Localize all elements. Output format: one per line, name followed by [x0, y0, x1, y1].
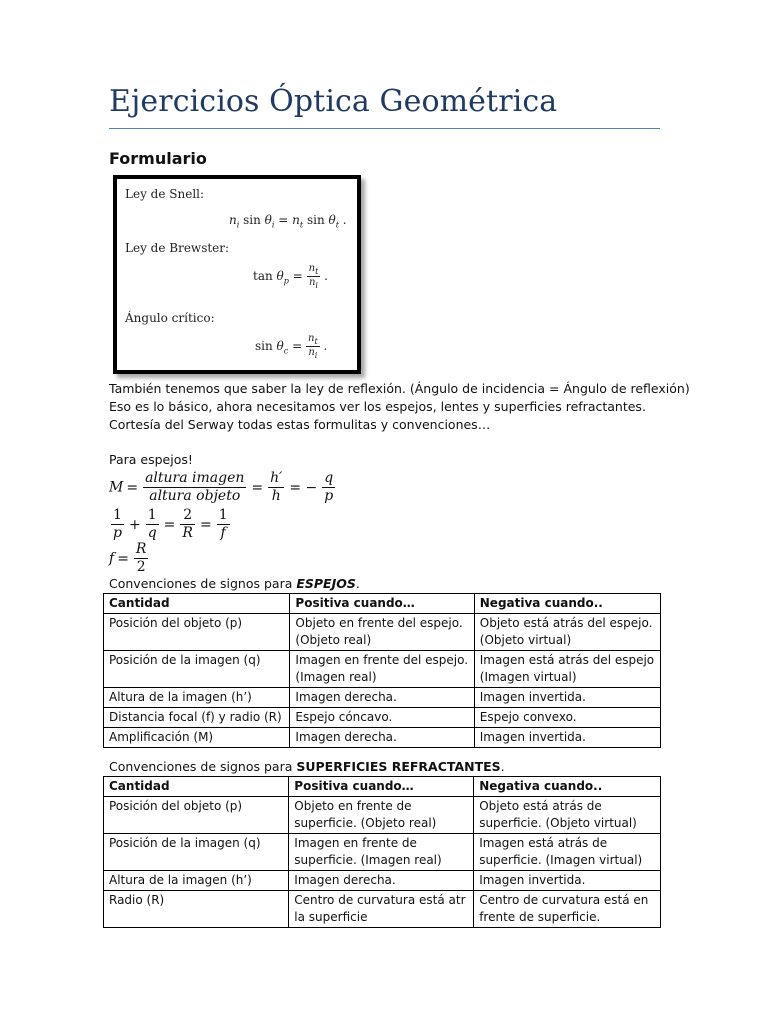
brewster-label: Ley de Brewster: — [125, 241, 230, 255]
header-cantidad: Cantidad — [104, 777, 289, 797]
mirrors-label: Para espejos! — [109, 452, 193, 467]
document-title: Ejercicios Óptica Geométrica — [109, 84, 558, 119]
cell-negative: Imagen invertida. — [474, 728, 660, 748]
cell-positive: Espejo cóncavo. — [290, 708, 474, 728]
cell-positive: Centro de curvatura está atr la superficie — [289, 891, 474, 928]
table-row — [104, 891, 661, 928]
header-positiva: Positiva cuando… — [290, 594, 474, 614]
header-positiva: Positiva cuando… — [289, 777, 474, 797]
paragraph-basics: Eso es lo básico, ahora necesitamos ver los espejos, lentes y superficies refractantes. — [109, 399, 646, 414]
critical-angle-equation: $\sin \theta_c$ = $\frac{n_t}{n_i}$ . — [255, 333, 328, 360]
table-row — [104, 834, 661, 871]
cell-quantity: Amplificación (M) — [104, 728, 290, 748]
snell-label: Ley de Snell: — [125, 187, 205, 201]
refracting-surface-sign-table — [103, 776, 661, 928]
focal-formula: f = $\frac{R}{2}$ — [109, 541, 147, 575]
paragraph-reflection-law: También tenemos que saber la ley de reflexión. (Ángulo de incidencia = Ángulo de reflexión) — [109, 381, 690, 396]
cell-positive: Imagen en frente del espejo. (Imagen real) — [290, 651, 474, 688]
brewster-equation: $\tan \theta_p$ = $\frac{n_t}{n_i}$ . — [253, 263, 328, 290]
cell-negative: Centro de curvatura está en frente de superficie. — [474, 891, 661, 928]
cell-positive: Imagen derecha. — [289, 871, 474, 891]
cell-negative: Imagen está atrás de superficie. (Imagen virtual) — [474, 834, 661, 871]
formula-image — [113, 175, 361, 374]
cell-negative: Imagen invertida. — [474, 871, 661, 891]
table-row — [104, 708, 661, 728]
cell-negative: Objeto está atrás de superficie. (Objeto virtual) — [474, 797, 661, 834]
cell-negative: Espejo convexo. — [474, 708, 660, 728]
table1-caption: Convenciones de signos para ESPEJOS. — [109, 576, 360, 591]
mirror-sign-table — [103, 593, 661, 748]
cell-quantity: Posición de la imagen (q) — [104, 651, 290, 688]
cell-positive: Imagen en frente de superficie. (Imagen real) — [289, 834, 474, 871]
cell-positive: Objeto en frente de superficie. (Objeto real) — [289, 797, 474, 834]
cell-quantity: Posición de la imagen (q) — [104, 834, 289, 871]
cell-positive: Objeto en frente del espejo. (Objeto real) — [290, 614, 474, 651]
cell-quantity: Distancia focal (f) y radio (R) — [104, 708, 290, 728]
table-row — [104, 614, 661, 651]
cell-negative: Imagen está atrás del espejo (Imagen virtual) — [474, 651, 660, 688]
table-row — [104, 871, 661, 891]
mirror-equation: $\frac{1}{p}$ + $\frac{1}{q}$ = $\frac{2}{R}$ = $\frac{1}{f}$ — [113, 507, 228, 541]
table-header-row — [104, 594, 661, 614]
header-cantidad: Cantidad — [104, 594, 290, 614]
cell-quantity: Posición del objeto (p) — [104, 614, 290, 651]
cell-quantity: Posición del objeto (p) — [104, 797, 289, 834]
table2-caption: Convenciones de signos para SUPERFICIES REFRACTANTES. — [109, 759, 505, 774]
paragraph-serway: Cortesía del Serway todas estas formulitas y convenciones… — [109, 417, 491, 432]
cell-quantity: Altura de la imagen (h’) — [104, 871, 289, 891]
magnification-formula: M = $\frac{\text{altura imagen}}{\text{altura objeto}}$ = $\frac{h'}{h}$ = − $\frac{q}{p}$ — [109, 470, 334, 504]
section-heading: Formulario — [109, 149, 207, 168]
critical-angle-label: Ángulo crítico: — [125, 311, 215, 325]
cell-positive: Imagen derecha. — [290, 688, 474, 708]
header-negativa: Negativa cuando.. — [474, 594, 660, 614]
table-row — [104, 728, 661, 748]
cell-quantity: Altura de la imagen (h’) — [104, 688, 290, 708]
table-header-row — [104, 777, 661, 797]
table-row — [104, 797, 661, 834]
cell-negative: Imagen invertida. — [474, 688, 660, 708]
table-row — [104, 651, 661, 688]
snell-equation: $n_i$ $\sin \theta_i = n_t$ $\sin \theta_t$ . — [229, 213, 347, 230]
header-negativa: Negativa cuando.. — [474, 777, 661, 797]
cell-quantity: Radio (R) — [104, 891, 289, 928]
cell-negative: Objeto está atrás del espejo. (Objeto virtual) — [474, 614, 660, 651]
cell-positive: Imagen derecha. — [290, 728, 474, 748]
title-underline — [109, 128, 660, 129]
table-row — [104, 688, 661, 708]
